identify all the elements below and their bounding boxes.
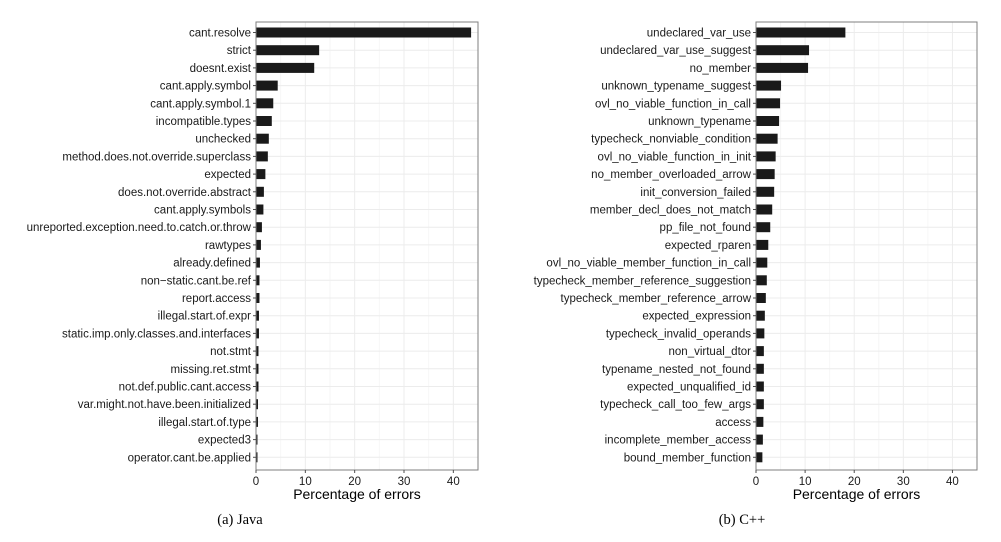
bar [756, 346, 764, 356]
bar [256, 63, 314, 73]
category-label: cant.apply.symbols [154, 204, 251, 217]
category-label: expected3 [197, 434, 251, 447]
x-tick-label: 40 [946, 476, 959, 488]
category-label: cant.apply.symbol [159, 80, 251, 93]
category-label: static.imp.only.classes.and.interfaces [62, 328, 251, 341]
category-label: typecheck_call_too_few_args [600, 399, 751, 412]
category-label: typename_nested_not_found [602, 363, 751, 376]
category-label: typecheck_member_reference_arrow [560, 293, 751, 305]
category-label: non−static.cant.be.ref [140, 275, 251, 288]
bar [756, 134, 778, 144]
category-label: member_decl_does_not_match [589, 204, 751, 217]
x-axis-title: Percentage of errors [293, 486, 421, 502]
x-tick-label: 0 [752, 476, 760, 488]
category-label: ovl_no_viable_function_in_init [597, 151, 751, 164]
bar [756, 45, 809, 55]
category-label: strict [226, 45, 251, 58]
category-label: non_virtual_dtor [668, 346, 751, 359]
category-label: cant.resolve [188, 27, 251, 40]
category-label: bound_member_function [623, 452, 751, 465]
bar [256, 275, 259, 285]
grid [256, 22, 478, 470]
x-tick-label: 40 [446, 476, 460, 488]
x-tick-label: 10 [298, 476, 312, 488]
category-label: typecheck_member_reference_suggestion [533, 275, 751, 288]
category-label: expected [204, 169, 251, 182]
category-label: unknown_typename_suggest [601, 80, 751, 93]
category-label: undeclared_var_use [646, 27, 751, 40]
category-label: report.access [181, 293, 251, 305]
chart-cpp [534, 22, 977, 528]
category-label: illegal.start.of.type [158, 416, 251, 429]
bar [756, 382, 764, 392]
bar [256, 28, 471, 38]
category-label: unchecked [195, 133, 251, 146]
plot-border [756, 22, 977, 470]
bar [256, 222, 262, 232]
category-label: no_member_overloaded_arrow [591, 169, 751, 182]
bar [256, 258, 260, 268]
x-tick-label: 20 [348, 476, 362, 488]
category-label: incompatible.types [155, 116, 251, 128]
bar [756, 417, 763, 427]
category-label: expected_rparen [664, 239, 751, 252]
category-label: expected_unqualified_id [626, 381, 751, 394]
bar [756, 452, 762, 462]
category-label: access [715, 416, 751, 429]
bar [756, 63, 808, 73]
bar [256, 151, 268, 161]
bar [756, 258, 767, 268]
bar [256, 240, 261, 250]
bar [256, 45, 319, 55]
category-labels [534, 28, 756, 465]
plot-border [256, 22, 478, 470]
category-labels [27, 28, 256, 465]
bar [756, 275, 767, 285]
category-label: rawtypes [204, 239, 251, 252]
bar [256, 169, 265, 179]
bar [756, 151, 776, 161]
chart-java [27, 22, 478, 528]
category-label: var.might.not.have.been.initialized [77, 399, 251, 412]
category-label: unreported.exception.need.to.catch.or.throw [26, 222, 251, 235]
category-label: init_conversion_failed [640, 186, 751, 199]
x-tick-label: 20 [847, 476, 861, 488]
x-tick-label: 30 [896, 476, 910, 488]
bar [756, 187, 774, 197]
category-label: doesnt.exist [189, 62, 251, 75]
bar [756, 435, 763, 445]
bar [256, 293, 259, 303]
category-label: no_member [689, 62, 751, 75]
category-label: not.def.public.cant.access [118, 381, 251, 394]
x-axis-title: Percentage of errors [792, 486, 921, 502]
bar [756, 311, 765, 321]
category-label: operator.cant.be.applied [127, 452, 251, 465]
bar [256, 81, 278, 91]
x-tick-label: 0 [252, 476, 260, 488]
category-label: method.does.not.override.superclass [62, 151, 251, 164]
bar [256, 187, 264, 197]
category-label: ovl_no_viable_member_function_in_call [546, 257, 751, 270]
bar [256, 116, 272, 126]
bar [756, 98, 780, 108]
bar [756, 240, 768, 250]
bar [756, 28, 845, 38]
bar [756, 293, 766, 303]
chart-caption: (a) Java [217, 512, 263, 528]
category-label: typecheck_invalid_operands [605, 328, 751, 341]
bar [256, 134, 269, 144]
category-label: cant.apply.symbol.1 [150, 98, 251, 111]
bar [756, 205, 772, 215]
x-tick-label: 30 [397, 476, 411, 488]
bar [756, 169, 775, 179]
category-label: pp_file_not_found [659, 222, 751, 235]
category-label: expected_expression [642, 310, 751, 323]
bar [256, 98, 273, 108]
bar [256, 205, 263, 215]
category-label: ovl_no_viable_function_in_call [594, 98, 751, 111]
chart-caption: (b) C++ [718, 512, 766, 528]
bar [756, 399, 764, 409]
category-label: incomplete_member_access [604, 434, 751, 447]
category-label: undeclared_var_use_suggest [600, 45, 751, 58]
grid [756, 22, 977, 470]
bar [756, 364, 764, 374]
bar [756, 116, 779, 126]
category-label: does.not.override.abstract [118, 186, 251, 199]
bar [756, 222, 770, 232]
category-label: unknown_typename [648, 116, 751, 128]
category-label: illegal.start.of.expr [157, 310, 251, 323]
category-label: already.defined [173, 257, 251, 270]
bar [756, 328, 764, 338]
category-label: not.stmt [210, 346, 251, 359]
category-label: missing.ret.stmt [170, 363, 251, 376]
category-label: typecheck_nonviable_condition [591, 133, 751, 146]
x-tick-label: 10 [798, 476, 812, 488]
bar [756, 81, 781, 91]
